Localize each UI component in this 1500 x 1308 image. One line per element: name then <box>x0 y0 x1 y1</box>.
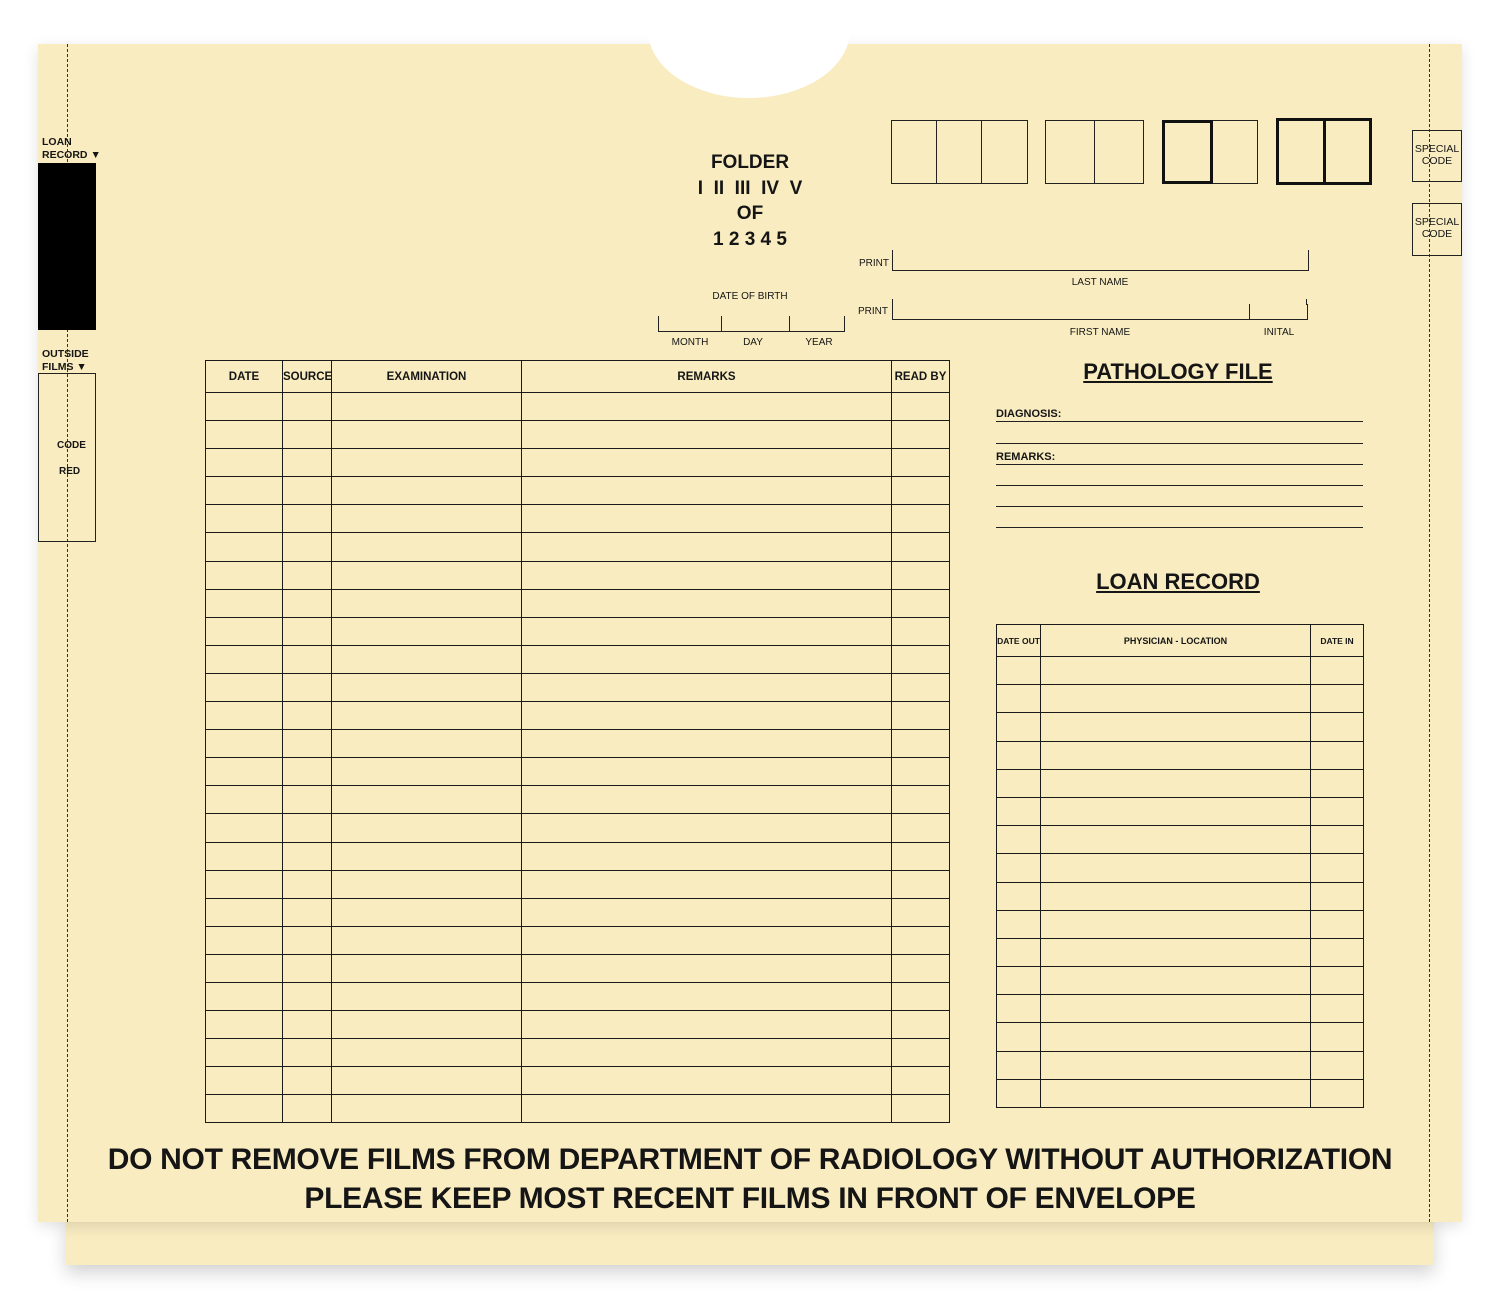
loan-table-row-cell[interactable] <box>997 995 1041 1023</box>
special-code-box-2[interactable] <box>1412 203 1462 256</box>
exam-table-row <box>206 589 950 617</box>
loan-table-row <box>997 797 1364 825</box>
diagnosis-label: DIAGNOSIS: <box>996 408 1062 420</box>
loan-table-row-cell[interactable] <box>1041 938 1311 966</box>
exam-table-row-cell[interactable] <box>892 421 950 449</box>
exam-table-row-cell[interactable] <box>892 505 950 533</box>
exam-table-row-cell[interactable] <box>283 449 332 477</box>
exam-table-row-cell[interactable] <box>522 421 892 449</box>
exam-table-row-cell[interactable] <box>283 1095 332 1123</box>
loan-table-row-cell[interactable] <box>997 1023 1041 1051</box>
loan-table-row-cell[interactable] <box>1041 1079 1311 1107</box>
exam-table-row-cell[interactable] <box>522 730 892 758</box>
remarks-line-3[interactable] <box>996 506 1363 507</box>
exam-table-row-cell[interactable] <box>332 617 522 645</box>
exam-table-row-cell[interactable] <box>892 393 950 421</box>
exam-table-row-cell[interactable] <box>206 617 283 645</box>
loan-table-row-cell[interactable] <box>1041 967 1311 995</box>
exam-table-row-cell[interactable] <box>206 842 283 870</box>
exam-table-row-cell[interactable] <box>283 814 332 842</box>
exam-table-row-cell[interactable] <box>206 673 283 701</box>
exam-table-row <box>206 870 950 898</box>
footer-warning-line-2: PLEASE KEEP MOST RECENT FILMS IN FRONT OF ENVELOPE <box>304 1182 1196 1215</box>
exam-table-row-cell[interactable] <box>283 421 332 449</box>
exam-table-row-cell[interactable] <box>332 533 522 561</box>
loan-table-row-cell[interactable] <box>1311 854 1364 882</box>
loan-table-row-cell[interactable] <box>997 769 1041 797</box>
loan-table-row-cell[interactable] <box>1311 995 1364 1023</box>
exam-table-row-cell[interactable] <box>892 982 950 1010</box>
folder-designation <box>680 150 820 252</box>
loan-table-row-cell[interactable] <box>997 713 1041 741</box>
exam-table-row-cell[interactable] <box>283 842 332 870</box>
loan-table-row-cell[interactable] <box>1041 769 1311 797</box>
loan-record-table <box>996 624 1364 1108</box>
exam-table-row-cell[interactable] <box>522 702 892 730</box>
loan-table-row-cell[interactable] <box>1311 882 1364 910</box>
exam-table-row-cell[interactable] <box>332 702 522 730</box>
exam-table-row-cell[interactable] <box>283 589 332 617</box>
exam-table-row <box>206 982 950 1010</box>
exam-table-row-cell[interactable] <box>332 1039 522 1067</box>
loan-table-row-cell[interactable] <box>997 741 1041 769</box>
loan-table-row-cell[interactable] <box>1041 1051 1311 1079</box>
exam-table-row-cell[interactable] <box>332 421 522 449</box>
exam-table-row-cell[interactable] <box>206 1011 283 1039</box>
remarks-line-2[interactable] <box>996 485 1363 486</box>
exam-table-row <box>206 505 950 533</box>
loan-table-row-cell[interactable] <box>1311 910 1364 938</box>
loan-table-row-cell[interactable] <box>1311 967 1364 995</box>
exam-table-row-cell[interactable] <box>892 477 950 505</box>
exam-table-row-cell[interactable] <box>332 842 522 870</box>
loan-table-row <box>997 826 1364 854</box>
loan-table-row <box>997 995 1364 1023</box>
exam-table-row-cell[interactable] <box>332 505 522 533</box>
exam-table-row-cell[interactable] <box>892 1067 950 1095</box>
exam-table-row-cell[interactable] <box>522 477 892 505</box>
loan-table-row-cell[interactable] <box>1311 797 1364 825</box>
exam-table-row <box>206 477 950 505</box>
exam-table-row-cell[interactable] <box>522 1011 892 1039</box>
exam-table-row-cell[interactable] <box>206 505 283 533</box>
exam-table-row-cell[interactable] <box>522 898 892 926</box>
exam-table-row-cell[interactable] <box>892 898 950 926</box>
loan-table-row-cell[interactable] <box>997 657 1041 685</box>
exam-table-row-cell[interactable] <box>522 786 892 814</box>
exam-table-row-cell[interactable] <box>892 842 950 870</box>
exam-table-row-cell[interactable] <box>332 898 522 926</box>
code-box-group-2[interactable] <box>1045 120 1144 184</box>
exam-table-row-cell[interactable] <box>892 786 950 814</box>
exam-table-row-cell[interactable] <box>892 758 950 786</box>
exam-table-row <box>206 421 950 449</box>
exam-table-row <box>206 730 950 758</box>
diagnosis-line-2[interactable] <box>996 443 1363 444</box>
exam-table-row-cell[interactable] <box>332 926 522 954</box>
exam-table-row-cell[interactable] <box>892 1095 950 1123</box>
exam-table-row <box>206 926 950 954</box>
exam-table-row-cell[interactable] <box>522 617 892 645</box>
loan-table-row-cell[interactable] <box>1041 1023 1311 1051</box>
print-label-2: PRINT <box>858 306 888 317</box>
exam-table-row <box>206 814 950 842</box>
loan-table-row-cell[interactable] <box>1311 741 1364 769</box>
exam-table-row-cell[interactable] <box>283 673 332 701</box>
exam-table-row-cell[interactable] <box>892 645 950 673</box>
exam-table-row-cell[interactable] <box>522 982 892 1010</box>
loan-table-row <box>997 1051 1364 1079</box>
exam-table-row-cell[interactable] <box>206 870 283 898</box>
exam-table-row-cell[interactable] <box>522 449 892 477</box>
loan-table-row-cell[interactable] <box>1041 797 1311 825</box>
remarks-line-1[interactable] <box>996 464 1363 465</box>
dob-month-label: MONTH <box>671 337 709 348</box>
exam-table-row-cell[interactable] <box>892 870 950 898</box>
diagnosis-line-1[interactable] <box>996 421 1363 422</box>
pathology-remarks-label: REMARKS: <box>996 451 1056 463</box>
loan-table-row-cell[interactable] <box>1311 1023 1364 1051</box>
exam-table-row-cell[interactable] <box>332 1011 522 1039</box>
exam-table-row-cell[interactable] <box>332 954 522 982</box>
exam-table-row-cell[interactable] <box>283 645 332 673</box>
exam-table-row-cell[interactable] <box>522 561 892 589</box>
exam-table-row-cell[interactable] <box>332 786 522 814</box>
exam-table-row-cell[interactable] <box>206 533 283 561</box>
loan-table-row <box>997 1079 1364 1107</box>
examination-log-table <box>205 360 950 1123</box>
first-name-field[interactable] <box>892 299 1249 320</box>
exam-table-row-cell[interactable] <box>522 758 892 786</box>
loan-table-row <box>997 769 1364 797</box>
exam-table-row-cell[interactable] <box>332 1095 522 1123</box>
header-examination: EXAMINATION <box>332 361 522 393</box>
exam-table-row-cell[interactable] <box>206 926 283 954</box>
loan-table-row <box>997 967 1364 995</box>
dob-day-label: DAY <box>743 337 763 348</box>
exam-table-row-cell[interactable] <box>892 617 950 645</box>
exam-table-row-cell[interactable] <box>283 1039 332 1067</box>
exam-table-row-cell[interactable] <box>332 449 522 477</box>
loan-table-row-cell[interactable] <box>997 910 1041 938</box>
exam-table-row-cell[interactable] <box>522 1039 892 1067</box>
loan-table-row-cell[interactable] <box>1311 938 1364 966</box>
exam-table-row-cell[interactable] <box>892 702 950 730</box>
exam-table-row-cell[interactable] <box>522 842 892 870</box>
loan-record-title: LOAN RECORD <box>1096 569 1260 594</box>
exam-table-row-cell[interactable] <box>283 505 332 533</box>
exam-table-row-cell[interactable] <box>892 533 950 561</box>
loan-table-row-cell[interactable] <box>1311 713 1364 741</box>
exam-table-row <box>206 617 950 645</box>
envelope-bottom-flap <box>66 1215 1434 1265</box>
loan-table-row-cell[interactable] <box>1041 882 1311 910</box>
exam-table-row-cell[interactable] <box>206 730 283 758</box>
exam-table-row-cell[interactable] <box>522 870 892 898</box>
exam-table-row-cell[interactable] <box>206 645 283 673</box>
exam-table-row <box>206 1067 950 1095</box>
loan-table-row-cell[interactable] <box>1311 1079 1364 1107</box>
exam-table-row <box>206 449 950 477</box>
exam-table-row-cell[interactable] <box>332 814 522 842</box>
loan-table-row-cell[interactable] <box>1041 741 1311 769</box>
loan-table-row-cell[interactable] <box>1311 826 1364 854</box>
exam-table-row-cell[interactable] <box>206 421 283 449</box>
exam-table-row-cell[interactable] <box>283 561 332 589</box>
dob-title: DATE OF BIRTH <box>712 291 788 302</box>
exam-table-row-cell[interactable] <box>522 926 892 954</box>
header-source: SOURCE <box>283 361 332 393</box>
exam-table-row-cell[interactable] <box>206 982 283 1010</box>
exam-table-row-cell[interactable] <box>332 758 522 786</box>
exam-table-row-cell[interactable] <box>206 814 283 842</box>
pathology-file-title: PATHOLOGY FILE <box>1083 359 1273 384</box>
loan-table-row-cell[interactable] <box>1041 713 1311 741</box>
exam-table-row-cell[interactable] <box>283 730 332 758</box>
exam-table-row-cell[interactable] <box>522 393 892 421</box>
exam-table-row-cell[interactable] <box>206 393 283 421</box>
loan-table-row-cell[interactable] <box>997 797 1041 825</box>
exam-table-row <box>206 758 950 786</box>
header-date-out: DATE OUT <box>997 625 1041 657</box>
loan-table-row-cell[interactable] <box>997 854 1041 882</box>
exam-table-row-cell[interactable] <box>206 561 283 589</box>
loan-table-row <box>997 1023 1364 1051</box>
folder-numbers[interactable]: 1 2 3 4 5 <box>713 228 787 250</box>
loan-table-row-cell[interactable] <box>1041 995 1311 1023</box>
last-name-label: LAST NAME <box>1071 277 1129 288</box>
exam-table-row-cell[interactable] <box>332 1067 522 1095</box>
folder-title: FOLDER <box>710 152 790 173</box>
exam-table-row-cell[interactable] <box>283 926 332 954</box>
exam-table-row <box>206 842 950 870</box>
outside-films-box[interactable] <box>38 373 96 542</box>
special-code-box-1[interactable] <box>1412 130 1462 182</box>
exam-table-row-cell[interactable] <box>206 1039 283 1067</box>
last-name-field[interactable] <box>892 250 1309 271</box>
exam-table-row-cell[interactable] <box>332 982 522 1010</box>
exam-table-row <box>206 1011 950 1039</box>
footer-warning-line-1: DO NOT REMOVE FILMS FROM DEPARTMENT OF RADIOLOGY WITHOUT AUTHORIZATION <box>107 1143 1393 1176</box>
code-label: CODE <box>57 440 86 451</box>
loan-table-row-cell[interactable] <box>1311 1051 1364 1079</box>
loan-table-row-cell[interactable] <box>997 685 1041 713</box>
exam-table-row-cell[interactable] <box>892 1039 950 1067</box>
code-box-group-1[interactable] <box>891 120 1028 184</box>
print-label-1: PRINT <box>859 258 889 269</box>
loan-record-tab-label: LOAN RECORD ▼ <box>42 136 101 161</box>
exam-table-row-cell[interactable] <box>332 730 522 758</box>
exam-table-row-cell[interactable] <box>332 870 522 898</box>
exam-table-row <box>206 1095 950 1123</box>
special-code-label-2: SPECIAL CODE <box>1414 216 1460 240</box>
exam-table-row-cell[interactable] <box>332 561 522 589</box>
exam-table-row-cell[interactable] <box>892 589 950 617</box>
outside-films-label: OUTSIDE FILMS ▼ <box>42 348 89 373</box>
loan-table-row-cell[interactable] <box>997 938 1041 966</box>
header-remarks: REMARKS <box>522 361 892 393</box>
exam-table-row-cell[interactable] <box>892 926 950 954</box>
header-date: DATE <box>206 361 283 393</box>
exam-table-row-cell[interactable] <box>206 954 283 982</box>
exam-table-row-cell[interactable] <box>522 645 892 673</box>
remarks-line-4[interactable] <box>996 527 1363 528</box>
loan-table-row-cell[interactable] <box>1041 657 1311 685</box>
exam-table-row-cell[interactable] <box>522 533 892 561</box>
exam-table-row-cell[interactable] <box>522 1067 892 1095</box>
exam-table-row-cell[interactable] <box>522 814 892 842</box>
exam-table-row <box>206 561 950 589</box>
exam-table-row-cell[interactable] <box>206 786 283 814</box>
loan-table-row-cell[interactable] <box>997 882 1041 910</box>
dob-field[interactable] <box>658 316 845 332</box>
exam-table-row-cell[interactable] <box>206 702 283 730</box>
exam-table-row-cell[interactable] <box>522 589 892 617</box>
exam-table-row-cell[interactable] <box>283 393 332 421</box>
exam-table-row-cell[interactable] <box>206 589 283 617</box>
exam-table-row-cell[interactable] <box>892 1011 950 1039</box>
exam-table-row-cell[interactable] <box>892 730 950 758</box>
exam-table-row-cell[interactable] <box>283 533 332 561</box>
loan-table-row-cell[interactable] <box>997 1079 1041 1107</box>
exam-table-row-cell[interactable] <box>332 673 522 701</box>
exam-table-row <box>206 702 950 730</box>
loan-table-row <box>997 685 1364 713</box>
exam-table-row <box>206 898 950 926</box>
loan-table-row-cell[interactable] <box>1311 657 1364 685</box>
loan-record-color-bar <box>38 163 96 330</box>
exam-table-row-cell[interactable] <box>332 589 522 617</box>
exam-table-row <box>206 645 950 673</box>
exam-table-row-cell[interactable] <box>283 702 332 730</box>
loan-table-row-cell[interactable] <box>1041 685 1311 713</box>
exam-table-row-cell[interactable] <box>206 898 283 926</box>
loan-table-row <box>997 741 1364 769</box>
loan-table-row <box>997 854 1364 882</box>
loan-table-row-cell[interactable] <box>1041 910 1311 938</box>
exam-table-row-cell[interactable] <box>283 1011 332 1039</box>
special-code-label-1: SPECIAL CODE <box>1414 143 1460 167</box>
exam-table-row <box>206 673 950 701</box>
loan-table-row-cell[interactable] <box>997 1051 1041 1079</box>
loan-table-row-cell[interactable] <box>1311 769 1364 797</box>
first-name-label: FIRST NAME <box>1069 327 1131 338</box>
loan-table-row-cell[interactable] <box>1041 826 1311 854</box>
folder-of: OF <box>736 203 764 224</box>
exam-table-row-cell[interactable] <box>283 1067 332 1095</box>
exam-table-row-cell[interactable] <box>332 645 522 673</box>
exam-table-row-cell[interactable] <box>206 449 283 477</box>
initial-field[interactable] <box>1249 304 1308 320</box>
exam-table-row-cell[interactable] <box>892 814 950 842</box>
exam-table-row-cell[interactable] <box>283 758 332 786</box>
exam-table-row <box>206 954 950 982</box>
loan-table-row-cell[interactable] <box>997 967 1041 995</box>
exam-table-row-cell[interactable] <box>522 505 892 533</box>
exam-table-row-cell[interactable] <box>522 673 892 701</box>
exam-table-row <box>206 786 950 814</box>
red-label: RED <box>59 466 81 477</box>
loan-table-row <box>997 910 1364 938</box>
exam-table-row-cell[interactable] <box>206 1067 283 1095</box>
loan-table-header <box>997 625 1364 657</box>
exam-table-row-cell[interactable] <box>206 758 283 786</box>
exam-table-row-cell[interactable] <box>283 982 332 1010</box>
code-box-group-3[interactable] <box>1162 120 1258 184</box>
code-box-group-4[interactable] <box>1276 118 1372 185</box>
exam-table-row-cell[interactable] <box>283 786 332 814</box>
exam-table-row-cell[interactable] <box>206 1095 283 1123</box>
exam-table-row-cell[interactable] <box>892 561 950 589</box>
exam-table-row <box>206 533 950 561</box>
initial-label: INITAL <box>1263 327 1295 338</box>
folder-roman-numerals[interactable]: I II III IV V <box>697 177 803 199</box>
loan-table-row-cell[interactable] <box>1311 685 1364 713</box>
loan-table-row <box>997 938 1364 966</box>
exam-table-row-cell[interactable] <box>892 449 950 477</box>
loan-table-row-cell[interactable] <box>1041 854 1311 882</box>
exam-table-row-cell[interactable] <box>283 477 332 505</box>
exam-table-row-cell[interactable] <box>283 898 332 926</box>
exam-table-row-cell[interactable] <box>283 954 332 982</box>
exam-table-row <box>206 1039 950 1067</box>
exam-table-row-cell[interactable] <box>206 477 283 505</box>
exam-table-header <box>206 361 950 393</box>
exam-table-row-cell[interactable] <box>522 954 892 982</box>
exam-table-row-cell[interactable] <box>522 1095 892 1123</box>
exam-table-row-cell[interactable] <box>332 393 522 421</box>
header-physician-location: PHYSICIAN - LOCATION <box>1041 625 1311 657</box>
exam-table-row-cell[interactable] <box>892 673 950 701</box>
exam-table-row-cell[interactable] <box>892 954 950 982</box>
dob-year-label: YEAR <box>805 337 833 348</box>
loan-table-row <box>997 713 1364 741</box>
exam-table-row <box>206 393 950 421</box>
header-read-by: READ BY <box>892 361 950 393</box>
exam-table-row-cell[interactable] <box>283 870 332 898</box>
loan-table-row <box>997 882 1364 910</box>
loan-table-row <box>997 657 1364 685</box>
loan-table-row-cell[interactable] <box>997 826 1041 854</box>
header-date-in: DATE IN <box>1311 625 1364 657</box>
exam-table-row-cell[interactable] <box>332 477 522 505</box>
exam-table-row-cell[interactable] <box>283 617 332 645</box>
